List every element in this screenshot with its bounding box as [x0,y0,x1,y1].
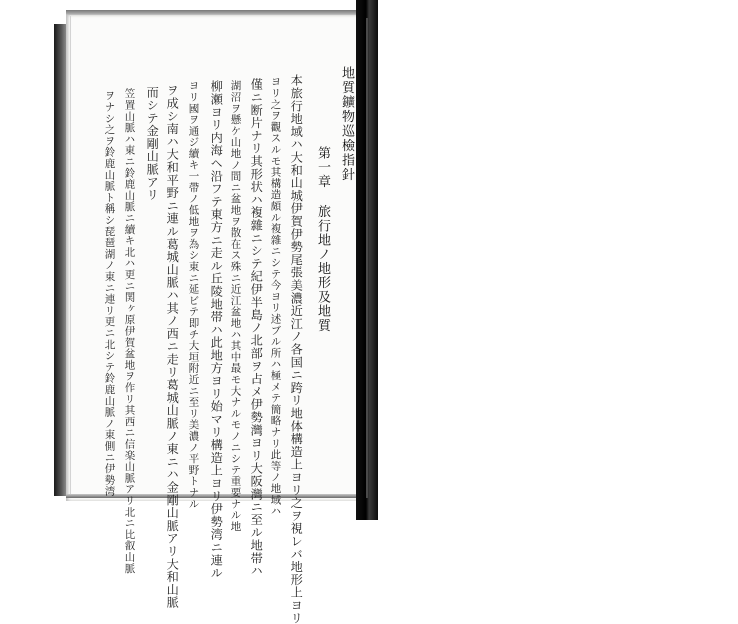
text-column-6: ヨリ國ヲ通ジ續キ一帶ノ低地ヲ為シ東ニ延ビテ即チ大垣附近ニ至リ美濃ノ平野トナル [187,80,200,510]
text-column-3: 僅ニ断片ナリ其形状ハ複雜ニシテ紀伊半島ノ北部ヲ占メ伊勢灣ヨリ大阪灣ニ至ル地帯ハ [249,78,264,578]
text-column-7: ヲ成シ南ハ大和平野ニ連ル葛城山脈ハ其ノ西ニ走リ葛城山脈ノ東ニハ金剛山脈アリ大和山脈 [165,84,180,609]
text-column-1: 本旅行地域ハ大和山城伊賀伊勢尾張美濃近江ノ各国ニ跨リ地体構造上ヨリ之ヲ視レバ地形上ヨリ [289,74,304,624]
text-column-9: 笠置山脈ハ東ニ鈴鹿山脈ニ續キ北ハ更ニ関ヶ原伊賀盆地ヲ作リ其西ニ信楽山脈アリ北ニ比叡山脈 [123,88,136,574]
document-title: 地質鑛物巡檢指針 [339,66,354,182]
text-column-10: ヲナシ之ヲ鈴鹿山脈ト稱シ琵琶湖ノ東ニ連リ更ニ北シテ鈴鹿山脈ノ東側ニ伊勢湾 [103,90,116,497]
chapter-heading: 第一章 旅行地ノ地形及地質 [315,146,330,333]
page-fold-line [70,16,71,496]
handwritten-text-block [103,66,354,624]
cover-highlight [366,18,368,498]
text-column-2: ヨリ之ヲ觀スルモ其構造頗ル複雜ニシテ今ヨリ述ブル所ハ極メテ簡略ナリ此等ノ地域ハ [269,76,282,517]
text-column-4: 湖沼ヲ懸ケ山地ノ間ニ盆地ヲ散在ス殊ニ近江盆地ハ其中最モ大ナルモノニシテ重要ナル地 [229,80,242,532]
text-column-5: 柳瀬ヨリ内海ヘ沿フテ東方ニ走ル丘陵地帯ハ此地方ヨリ始マリ構造上ヨリ伊勢湾ニ連ル [209,80,224,580]
text-column-8: 而シテ金剛山脈アリ [145,86,160,202]
